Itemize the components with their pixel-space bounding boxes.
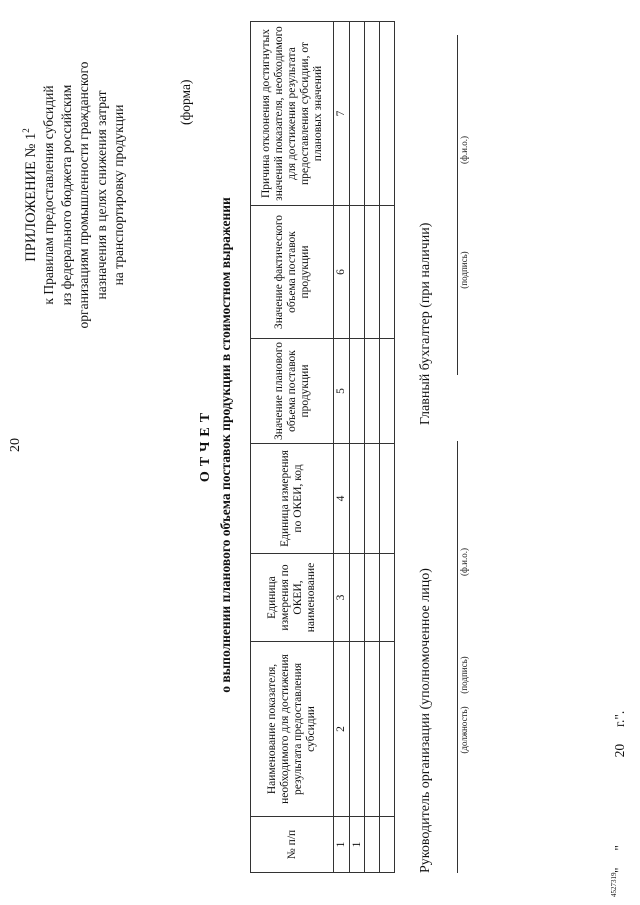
accountant-signature-label: Главный бухгалтер (при наличии) [418,222,433,425]
appendix-line: на транспортировку продукции [111,104,127,286]
appendix-header [18,0,128,395]
table-cell [365,642,380,817]
table-row [380,22,395,873]
table-cell [365,206,380,339]
column-header-number: № п/п [251,817,334,873]
appendix-line: назначения в целях снижения затрат [93,90,109,300]
column-number: 2 [334,642,350,817]
column-header-deviation-reason: Причина отклонения достигнутых значений показателя, необходимого для достижения результата предоставления субсидии, от плановых значений [251,22,334,206]
table-cell [365,22,380,206]
table-cell [380,206,395,339]
table-cell [350,554,365,642]
column-number-row [334,22,350,873]
accountant-caption-name: (ф.и.о.) [459,136,469,164]
document-code: 4527319 [610,872,618,897]
column-number: 4 [334,444,350,554]
report-title: ОТЧЕТ [198,407,213,483]
table-cell [350,339,365,444]
head-caption-signature: (подпись) [459,656,469,694]
appendix-title [18,0,40,395]
appendix-line: организациям промышленности гражданского [76,61,92,329]
column-header-actual-volume: Значение фактического объема поставок продукции [251,206,334,339]
page-number: 20 [8,438,23,452]
accountant-signature-line [457,35,458,375]
column-header-unit-code: Единица измерения по ОКЕИ, код [251,444,334,554]
table-cell [380,22,395,206]
report-table [250,21,395,873]
column-number: 7 [334,22,350,206]
table-cell [380,339,395,444]
date-line: " " 20 г.". [612,710,627,873]
table-cell [350,22,365,206]
head-caption-name: (ф.и.о.) [459,548,469,576]
column-number: 1 [334,817,350,873]
table-header-row [251,22,334,873]
appendix-line: к Правилам предоставления субсидий [41,85,57,305]
table-cell [365,339,380,444]
table-cell [350,444,365,554]
table-cell: 1 [350,817,365,873]
column-number: 5 [334,339,350,444]
head-signature-label: Руководитель организации (уполномоченное лицо) [418,568,433,873]
head-signature-line [457,441,458,873]
form-label: (форма) [178,79,193,125]
column-header-indicator: Наименование показателя, необходимого для достижения результата предоставления субсидии [251,642,334,817]
column-header-unit-name: Единица измерения по ОКЕИ, наименование [251,554,334,642]
table-cell [380,554,395,642]
table-cell [380,642,395,817]
table-cell [380,817,395,873]
column-header-planned-volume: Значение планового объема поставок продукции [251,339,334,444]
column-number: 6 [334,206,350,339]
report-subtitle: о выполнении планового объема поставок продукции в стоимостном выражении [218,197,233,693]
table-cell [365,444,380,554]
head-caption-position: (должность) [459,706,469,754]
table-row [350,22,365,873]
table-cell [365,554,380,642]
table-cell [350,206,365,339]
table-cell [350,642,365,817]
table-cell [380,444,395,554]
accountant-caption-signature: (подпись) [459,251,469,289]
appendix-title-superscript: 2 [21,128,31,133]
appendix-title-text: ПРИЛОЖЕНИЕ № 1 [22,132,39,262]
column-number: 3 [334,554,350,642]
table-row [365,22,380,873]
appendix-line: из федерального бюджета российским [58,84,74,306]
table-cell [365,817,380,873]
